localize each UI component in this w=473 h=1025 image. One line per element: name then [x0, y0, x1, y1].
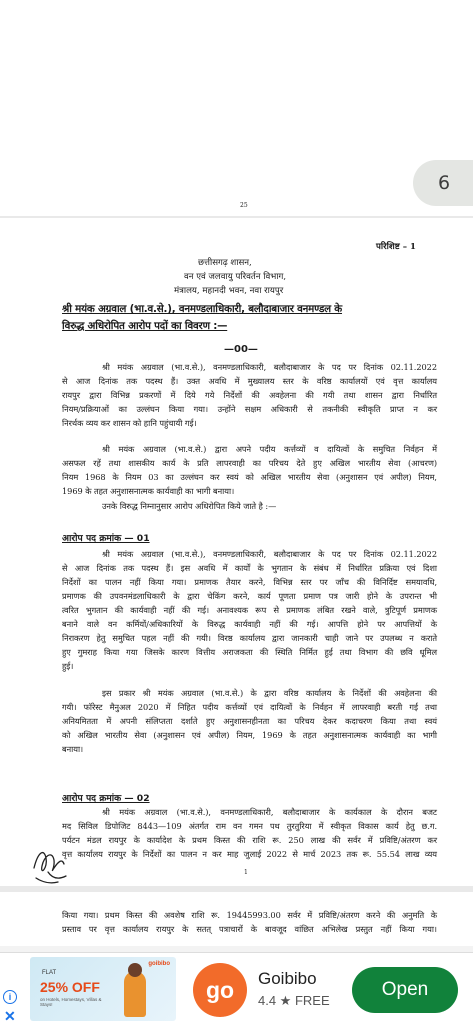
- charge1b-line: इस प्रकार श्री मयंक अग्रवाल (भा.व.से.) के द्वारा वरिष्ठ कार्यालय के निर्देशों की अवहेलना की: [102, 688, 437, 698]
- ad-banner-image[interactable]: [30, 957, 176, 1021]
- address-line-3: मंत्रालय, महानदी भवन, नवा रायपुर: [174, 286, 284, 296]
- charge1-heading: आरोप पद क्रमांक — 01: [62, 533, 150, 544]
- para2-line: श्री मयंक अग्रवाल (भा.व.से.) द्वारा अपने पदीय कर्त्तव्यों व दायित्वों के समुचित निर्वहन में: [102, 444, 437, 454]
- charge2-heading: आरोप पद क्रमांक — 02: [62, 793, 150, 804]
- page-footer-number: 1: [244, 869, 248, 876]
- charge1b-line: अनियमितता में अपनी संलिप्तता दर्शाते हुए अनुशासनहीनता का परिचय देकर कदाचरण किया तथा स्वयं: [62, 716, 437, 726]
- page2-line: प्रस्ताव पर वृत्त कार्यालय रायपुर के सतत् पत्राचारों के बावजूद वांछित अभिलेख प्रस्तुत नहीं किया गया।: [62, 924, 437, 934]
- para3-line: उनके विरुद्ध निम्नानुसार आरोप अधिरोपित किये जाते है :—: [102, 501, 277, 511]
- open-button[interactable]: Open: [352, 967, 458, 1013]
- next-page: [0, 892, 473, 946]
- charge2-line: पर्यटन मंडल रायपुर के कार्यादेश के प्रथम किस्त की राशि रू. 250 लाख की सर्वर में प्रविष्टि/अंतरण कर: [62, 835, 437, 845]
- address-line-2: वन एवं जलवायु परिवर्तन विभाग,: [184, 272, 287, 282]
- advertisement-bar[interactable]: [0, 952, 473, 1025]
- title-line-2: विरुद्ध अधिरोपित आरोप पदों का विवरण :—: [62, 320, 228, 332]
- handwritten-signature: [28, 838, 74, 886]
- close-icon[interactable]: ✕: [4, 1008, 16, 1024]
- app-logo-icon[interactable]: go: [193, 963, 247, 1017]
- para1-line: निरर्थक व्यय कर शासन को हानि पहुंचायी गई।: [62, 418, 197, 428]
- charge1b-line: को अखिल भारतीय सेवा (अनुशासन एवं अपील) नियम, 1969 के तहत अनुशासनात्मक कार्यवाही का भागी: [62, 730, 437, 740]
- charge1-line: बनाने वाले वन कर्मियों/अधिकारियों के विरुद्ध कार्यवाही नहीं की गई। आपत्ति होने पर आपत्तियों के: [62, 619, 437, 629]
- para1-line: रायपुर द्वारा विभिन्न प्रकरणों में दिये गये निर्देशों की अवहेलना की गयी तथा शासन द्वारा निर्धारित: [62, 390, 437, 400]
- appendix-label: परिशिष्ट – 1: [376, 242, 416, 252]
- ad-banner-person-head: [128, 963, 142, 977]
- document-page: [0, 202, 473, 886]
- charge1-line: श्री मयंक अग्रवाल (भा.व.से.), वनमण्डलाधिकारी, बलौदाबाजार के पद पर दिनांक 02.11.2022: [102, 549, 437, 559]
- address-line-1: छत्तीसगढ़ शासन,: [198, 258, 252, 268]
- ad-banner-flat: FLAT: [42, 970, 57, 976]
- ad-app-name[interactable]: Goibibo: [258, 969, 317, 988]
- ad-banner-person: [124, 971, 146, 1017]
- ad-info-icon[interactable]: i: [3, 990, 17, 1004]
- page2-line: किया गया। प्रथम किस्त की अवशेष राशि रू. 19445993.00 सर्वर में प्रविष्टि/अंतरण करने की अनुमति के: [62, 910, 437, 920]
- para1-line: से आज दिनांक तक पदस्थ हैं। उक्त अवधि में मुख्यालय स्तर के वरिष्ठ कार्यालयों एवं वृत्त कार्यालय: [62, 376, 437, 386]
- charge1-line: से आज दिनांक तक पदस्थ हैं। इस अवधि में कार्यों के भुगतान के संबंध में निर्धारित प्रक्रिया एवं दिशा: [62, 563, 437, 573]
- charge1b-line: गयी। फॉरेस्ट मैनुअल 2020 में निहित पदीय कर्त्तव्यों एवं दायित्वों के निर्वहन में लापरवाही बरती गई तथा: [62, 702, 437, 712]
- para2-line: नियम 1968 के नियम 03 का उल्लंघन कर स्वयं को अखिल भारतीय सेवा (अनुशासन एवं अपील) नियम,: [62, 472, 437, 482]
- ad-banner-fine-print: on Hotels, Homestays, Villas & Stays!: [40, 997, 102, 1007]
- ad-banner-brand: goibibo: [148, 961, 170, 967]
- page-top-number: 25: [240, 202, 248, 209]
- previous-page-tail: [0, 0, 473, 216]
- charge1-line: निराकरण हेतु समुचित पहल नहीं की गयी। विरष्ठ कार्यालय द्वारा जानकारी चाही जाने पर उपलब्ध न कराते: [62, 633, 437, 643]
- charge2-line: मद सिविल डिपोजिट 8443—109 अंतर्गत राम वन गमन पथ तुरतुरिया में स्वीकृत विकास कार्य हेतु छ.ग.: [62, 821, 437, 831]
- charge2-line: श्री मयंक अग्रवाल (भा.व.से.), वनमण्डलाधिकारी, बलौदाबाजार के कार्यकाल के दौरान बजट: [102, 807, 437, 817]
- separator: —00—: [224, 344, 258, 355]
- para1-line: श्री मयंक अग्रवाल (भा.व.से.), वनमण्डलाधिकारी, बलौदाबाजार के पद पर दिनांक 02.11.2022: [102, 362, 437, 372]
- para2-line: 1969 के तहत अनुशासनात्मक कार्यवाही का भागी बनाया।: [62, 486, 235, 496]
- para2-line: असफल रहें तथा शासकीय कार्य के प्रति लापरवाही का परिचय देते हुए अखिल भारतीय सेवा (आचरण): [62, 458, 437, 468]
- charge1-line: हुए गुमराह किया गया जिसके कारण वित्तीय अराजकता की स्थिति निर्मित हुई तथा विभाग की छवि धूमिल: [62, 647, 437, 657]
- para1-line: नियम/प्रक्रियाओं का उल्लंघन किया गया। उन्होंने सक्षम अधिकारी से तकनीकी स्वीकृति प्राप्त न कर: [62, 404, 437, 414]
- charge1-line: त्वरित भुगतान की कार्यवाही नहीं की गई। अनावश्यक रूप से प्रमाणक लंबित रखने वाले, त्रुटिपूर्ण प्रमाणक: [62, 605, 437, 615]
- charge1-line: प्रमाणक की उपवनमंडलाधिकारी के द्वारा चेकिंग करने, कार्य पूणता प्रमाण पत्र जारी होने के उपरान्त भी: [62, 591, 437, 601]
- title-line-1: श्री मयंक अग्रवाल (भा.व.से.), वनमण्डलाधिकारी, बलौदाबाजार वनमण्डल के: [62, 303, 343, 315]
- charge2-line: वृत्त कार्यालय रायपुर के निर्देशों का पालन न कर माह जुलाई 2022 से मार्च 2023 तक रू. 55.54 लाख व्यय: [62, 849, 437, 859]
- charge1b-line: बनाया।: [62, 744, 84, 754]
- charge1-line: हुई।: [62, 661, 74, 671]
- page-indicator: 6: [413, 160, 473, 206]
- charge1-line: निर्देशों का पालन नहीं किया गया। प्रमाणक तैयार करने, विभिन्न स्तर पर जाँच की विनिर्दिष्ट समयावधि,: [62, 577, 437, 587]
- ad-banner-offer: 25% OFF: [40, 979, 100, 995]
- ad-app-rating: 4.4 ★ FREE: [258, 993, 330, 1008]
